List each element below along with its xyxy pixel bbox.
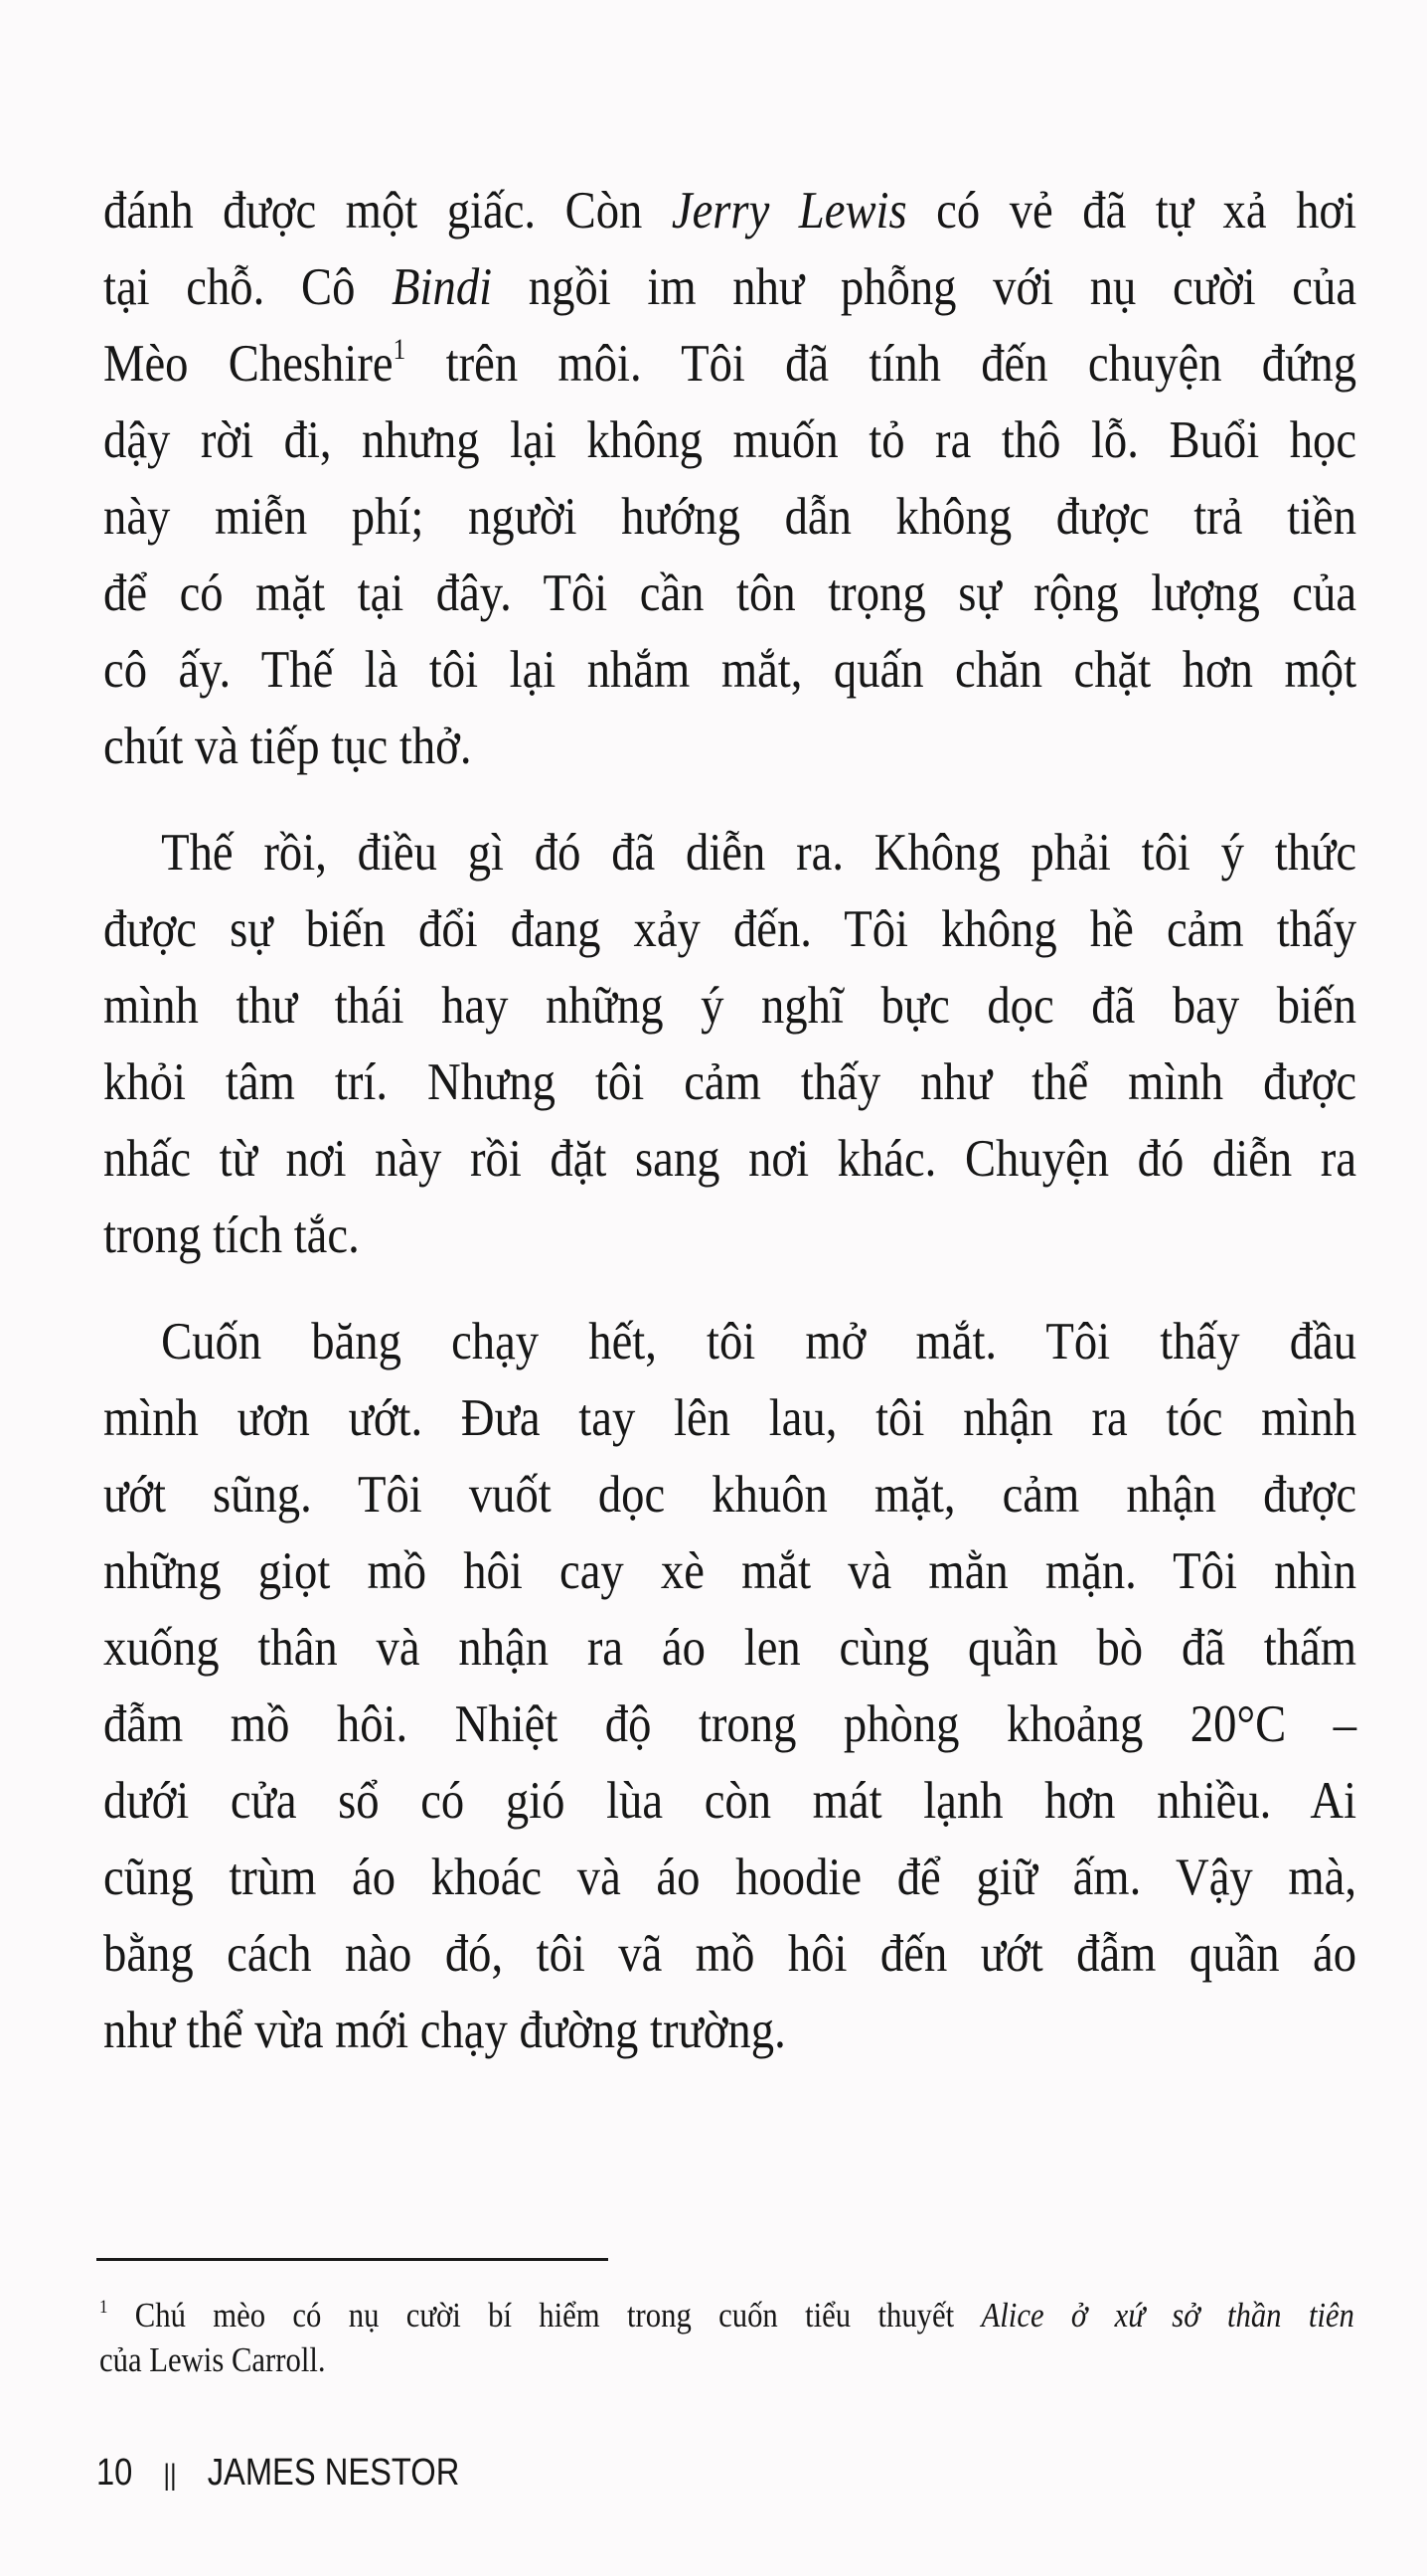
text-segment: trong tích tắc. [103,1207,360,1264]
text-line [103,968,1356,1045]
text-line [103,173,1356,249]
author-name: JAMES NESTOR [207,2452,460,2494]
text-segment: dậy rời đi, nhưng lại không muốn tỏ ra thô lỗ. Buổi học [103,411,1357,469]
text-line [103,1840,1356,1916]
text-line [103,632,1356,709]
italic-text: Alice ở xứ sở thần tiên [981,2296,1354,2334]
footnote-marker: 1 [99,2296,108,2318]
paragraph [103,173,1356,785]
text-line [103,326,1356,402]
text-segment: bằng cách nào đó, tôi vã mồ hôi đến ướt đẫm quần áo [103,1925,1357,1983]
text-segment: cũng trùm áo khoác và áo hoodie để giữ ấm. Vậy mà, [103,1849,1357,1906]
text-line [103,1198,1356,1274]
text-line [103,1045,1356,1121]
text-line [103,1993,1356,2069]
text-segment: Mèo Cheshire [103,335,394,393]
text-line [103,709,1356,785]
text-segment: dưới cửa sổ có gió lùa còn mát lạnh hơn nhiều. Ai [103,1772,1357,1830]
text-segment: được sự biến đổi đang xảy đến. Tôi không hề cảm thấy [103,900,1357,958]
text-segment: khỏi tâm trí. Nhưng tôi cảm thấy như thể mình được [103,1053,1357,1111]
footnote-divider [96,2258,608,2261]
text-segment: chút và tiếp tục thở. [103,718,472,775]
text-segment: như thể vừa mới chạy đường trường. [103,2002,786,2059]
text-segment: những giọt mồ hôi cay xè mắt và mằn mặn. Tôi nhìn [103,1542,1357,1600]
text-segment: Thế rồi, điều gì đó đã diễn ra. Không phải tôi ý thức [161,824,1357,882]
text-segment: đánh được một giấc. Còn [103,182,672,240]
text-segment: xuống thân và nhận ra áo len cùng quần bò đã thấm [103,1619,1357,1677]
text-segment: mình thư thái hay những ý nghĩ bực dọc đã bay biến [103,977,1357,1035]
text-segment: ướt sũng. Tôi vuốt dọc khuôn mặt, cảm nhận được [103,1466,1357,1524]
text-line [99,2293,1354,2337]
text-line [103,815,1356,891]
text-line [99,2337,1354,2382]
text-segment: Chú mèo có nụ cười bí hiểm trong cuốn tiểu thuyết [107,2296,982,2334]
italic-text: Bindi [392,258,493,316]
text-line [103,1533,1356,1610]
text-segment: có vẻ đã tự xả hơi [906,182,1357,240]
text-segment: nhấc từ nơi này rồi đặt sang nơi khác. Chuyện đó diễn ra [103,1130,1357,1188]
text-line [103,402,1356,479]
page-footer [96,2454,459,2495]
text-segment: trên môi. Tôi đã tính đến chuyện đứng [405,335,1357,393]
footer-separator: || [163,2459,177,2492]
text-line [103,1304,1356,1380]
text-segment: để có mặt tại đây. Tôi cần tôn trọng sự rộng lượng của [103,564,1357,622]
text-segment: đẫm mồ hôi. Nhiệt độ trong phòng khoảng 20°C – [103,1695,1357,1753]
text-line [103,1121,1356,1198]
text-segment: này miễn phí; người hướng dẫn không được trả tiền [103,488,1357,546]
text-line [103,1380,1356,1457]
text-line [103,479,1356,556]
body-text [103,173,1356,2069]
paragraph [103,815,1356,1274]
text-line [103,556,1356,632]
footnote-marker: 1 [393,334,406,367]
text-segment: tại chỗ. Cô [103,258,393,316]
text-line [103,891,1356,968]
text-segment: mình ươn ướt. Đưa tay lên lau, tôi nhận ra tóc mình [103,1389,1357,1447]
paragraph [103,1304,1356,2069]
text-line [103,1457,1356,1533]
text-line [103,1610,1356,1687]
text-line [103,249,1356,326]
page-number: 10 [96,2452,133,2494]
text-segment: của Lewis Carroll. [99,2340,326,2379]
text-segment: cô ấy. Thế là tôi lại nhắm mắt, quấn chăn chặt hơn một [103,641,1357,699]
text-segment: ngồi im như phỗng với nụ cười của [492,258,1357,316]
text-segment: Cuốn băng chạy hết, tôi mở mắt. Tôi thấy đầu [161,1313,1357,1370]
footnote [99,2293,1354,2382]
text-line [103,1916,1356,1993]
italic-text: Jerry Lewis [671,182,907,240]
text-line [103,1687,1356,1763]
text-line [103,1763,1356,1840]
